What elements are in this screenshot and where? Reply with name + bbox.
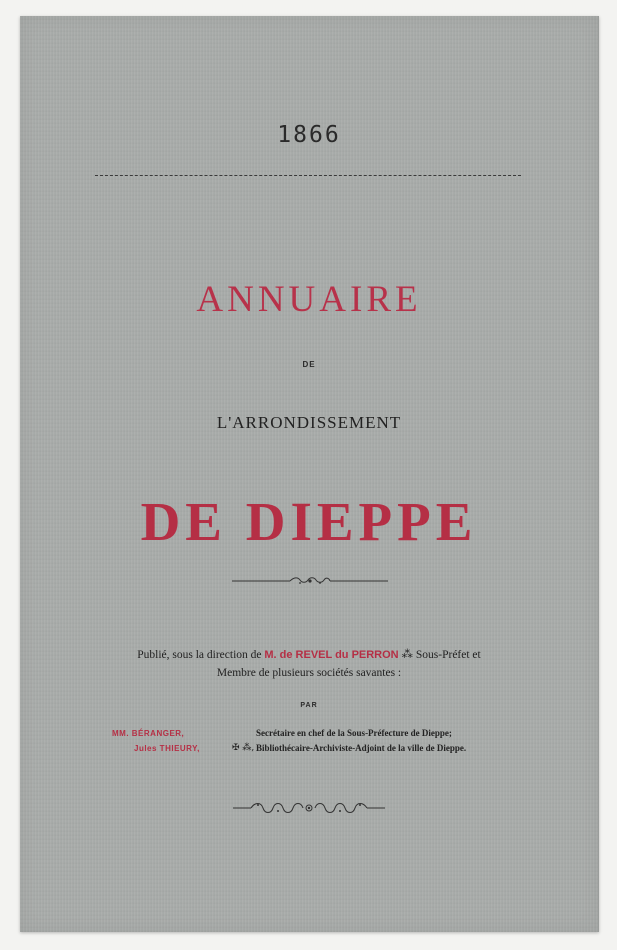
author-role: Bibliothécaire-Archiviste-Adjoint de la ville de Dieppe. (256, 743, 467, 753)
ornament-flourish-icon (233, 800, 385, 816)
credit-text-1: Publié, sous la direction de (137, 649, 265, 661)
title-annuaire: ANNUAIRE (196, 279, 422, 320)
author-name: Jules THIEURY, (134, 744, 200, 753)
title-de-small: DE (302, 360, 316, 369)
title-arrondissement: L'ARRONDISSEMENT (216, 413, 402, 432)
credit-director-name: M. de REVEL du PERRON (264, 649, 399, 661)
author-name: MM. BÉRANGER, (112, 729, 185, 738)
author-role: Secrétaire en chef de la Sous-Préfecture de Dieppe; (256, 728, 452, 738)
par-label: PAR (300, 702, 318, 709)
credit-text-3: Membre de plusieurs sociétés savantes : (216, 667, 402, 679)
authors-list (112, 726, 542, 756)
author-row (112, 726, 542, 741)
publication-year: 1866 (277, 122, 341, 148)
ornament-divider-icon (232, 574, 388, 588)
dashed-rule (95, 175, 521, 176)
author-row (112, 741, 542, 756)
author-decorations: ✠ ⁂, (232, 743, 255, 753)
book-cover (20, 16, 599, 932)
publication-credit (20, 646, 598, 682)
title-de-dieppe: DE DIEPPE (140, 491, 478, 552)
credit-text-2: ⁂ Sous-Préfet et (398, 649, 481, 661)
